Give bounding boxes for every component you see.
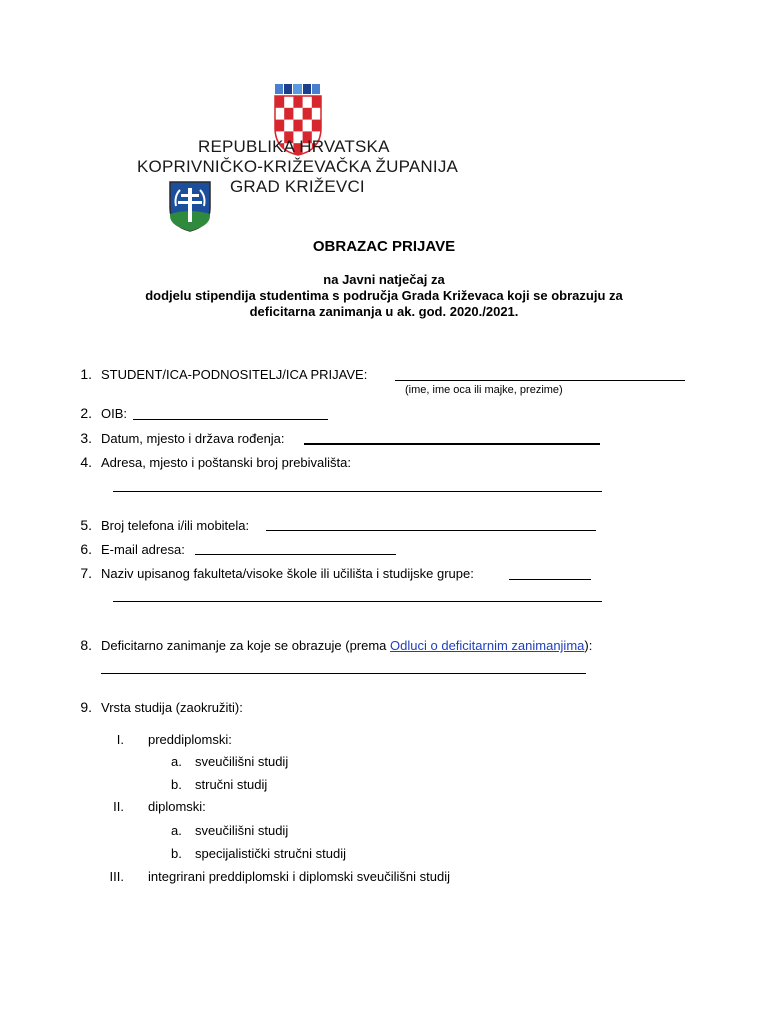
- header-line-2: KOPRIVNIČKO-KRIŽEVAČKA ŽUPANIJA: [137, 157, 459, 176]
- option-professional-study[interactable]: stručni studij: [195, 777, 268, 792]
- field-number: 4.: [80, 454, 92, 470]
- birth-field[interactable]: [304, 443, 600, 445]
- form-subtitle-1: na Javni natječaj za: [323, 272, 445, 287]
- faculty-field[interactable]: [113, 601, 602, 602]
- form-subtitle-3: deficitarna zanimanja u ak. god. 2020./2021.: [249, 304, 519, 319]
- occupation-label: Deficitarno zanimanje za koje se obrazuje (prema Odluci o deficitarnim zanimanjima):: [101, 638, 593, 653]
- option-letter: b.: [171, 777, 182, 792]
- email-label: E-mail adresa:: [101, 542, 185, 557]
- birth-label: Datum, mjesto i država rođenja:: [101, 431, 285, 446]
- field-number: 7.: [80, 565, 92, 581]
- field-number: 6.: [80, 541, 92, 557]
- faculty-field-inline[interactable]: [509, 579, 591, 580]
- student-name-field[interactable]: [395, 380, 685, 381]
- option-letter: b.: [171, 846, 182, 861]
- study-type-number: I.: [116, 732, 124, 747]
- field-number: 5.: [80, 517, 92, 533]
- field-number: 1.: [80, 366, 92, 382]
- option-university-study[interactable]: sveučilišni studij: [195, 754, 289, 769]
- oib-label: OIB:: [101, 406, 128, 421]
- study-type-number: II.: [113, 799, 124, 814]
- option-letter: a.: [171, 754, 182, 769]
- student-name-note: (ime, ime oca ili majke, prezime): [405, 384, 563, 396]
- faculty-label: Naziv upisanog fakulteta/visoke škole ili učilišta i studijske grupe:: [101, 566, 474, 581]
- study-type-number: III.: [109, 869, 124, 884]
- field-number: 3.: [80, 430, 92, 446]
- study-type-undergraduate[interactable]: preddiplomski:: [148, 732, 232, 747]
- student-label: STUDENT/ICA-PODNOSITELJ/ICA PRIJAVE:: [101, 367, 368, 382]
- email-field[interactable]: [195, 554, 396, 555]
- krizevci-coat-of-arms-icon: [168, 180, 212, 232]
- oib-field[interactable]: [133, 419, 328, 420]
- header-line-3: GRAD KRIŽEVCI: [230, 177, 365, 196]
- address-field[interactable]: [113, 491, 602, 492]
- decision-link[interactable]: Odluci o deficitarnim zanimanjima: [390, 638, 585, 653]
- occupation-field[interactable]: [101, 673, 586, 674]
- option-university-study[interactable]: sveučilišni studij: [195, 823, 289, 838]
- study-type-graduate[interactable]: diplomski:: [148, 799, 206, 814]
- option-specialist-study[interactable]: specijalistički stručni studij: [195, 846, 346, 861]
- field-number: 9.: [80, 699, 92, 715]
- phone-label: Broj telefona i/ili mobitela:: [101, 518, 250, 533]
- study-type-integrated[interactable]: integrirani preddiplomski i diplomski sveučilišni studij: [148, 869, 451, 884]
- address-label: Adresa, mjesto i poštanski broj prebivališta:: [101, 455, 352, 470]
- study-type-label: Vrsta studija (zaokružiti):: [101, 700, 243, 715]
- form-subtitle-2: dodjelu stipendija studentima s područja Grada Križevaca koji se obrazuju za: [145, 288, 623, 303]
- header-line-1: REPUBLIKA HRVATSKA: [198, 137, 390, 156]
- form-title: OBRAZAC PRIJAVE: [312, 238, 456, 255]
- phone-field[interactable]: [266, 530, 596, 531]
- field-number: 8.: [80, 637, 92, 653]
- field-number: 2.: [80, 405, 92, 421]
- option-letter: a.: [171, 823, 182, 838]
